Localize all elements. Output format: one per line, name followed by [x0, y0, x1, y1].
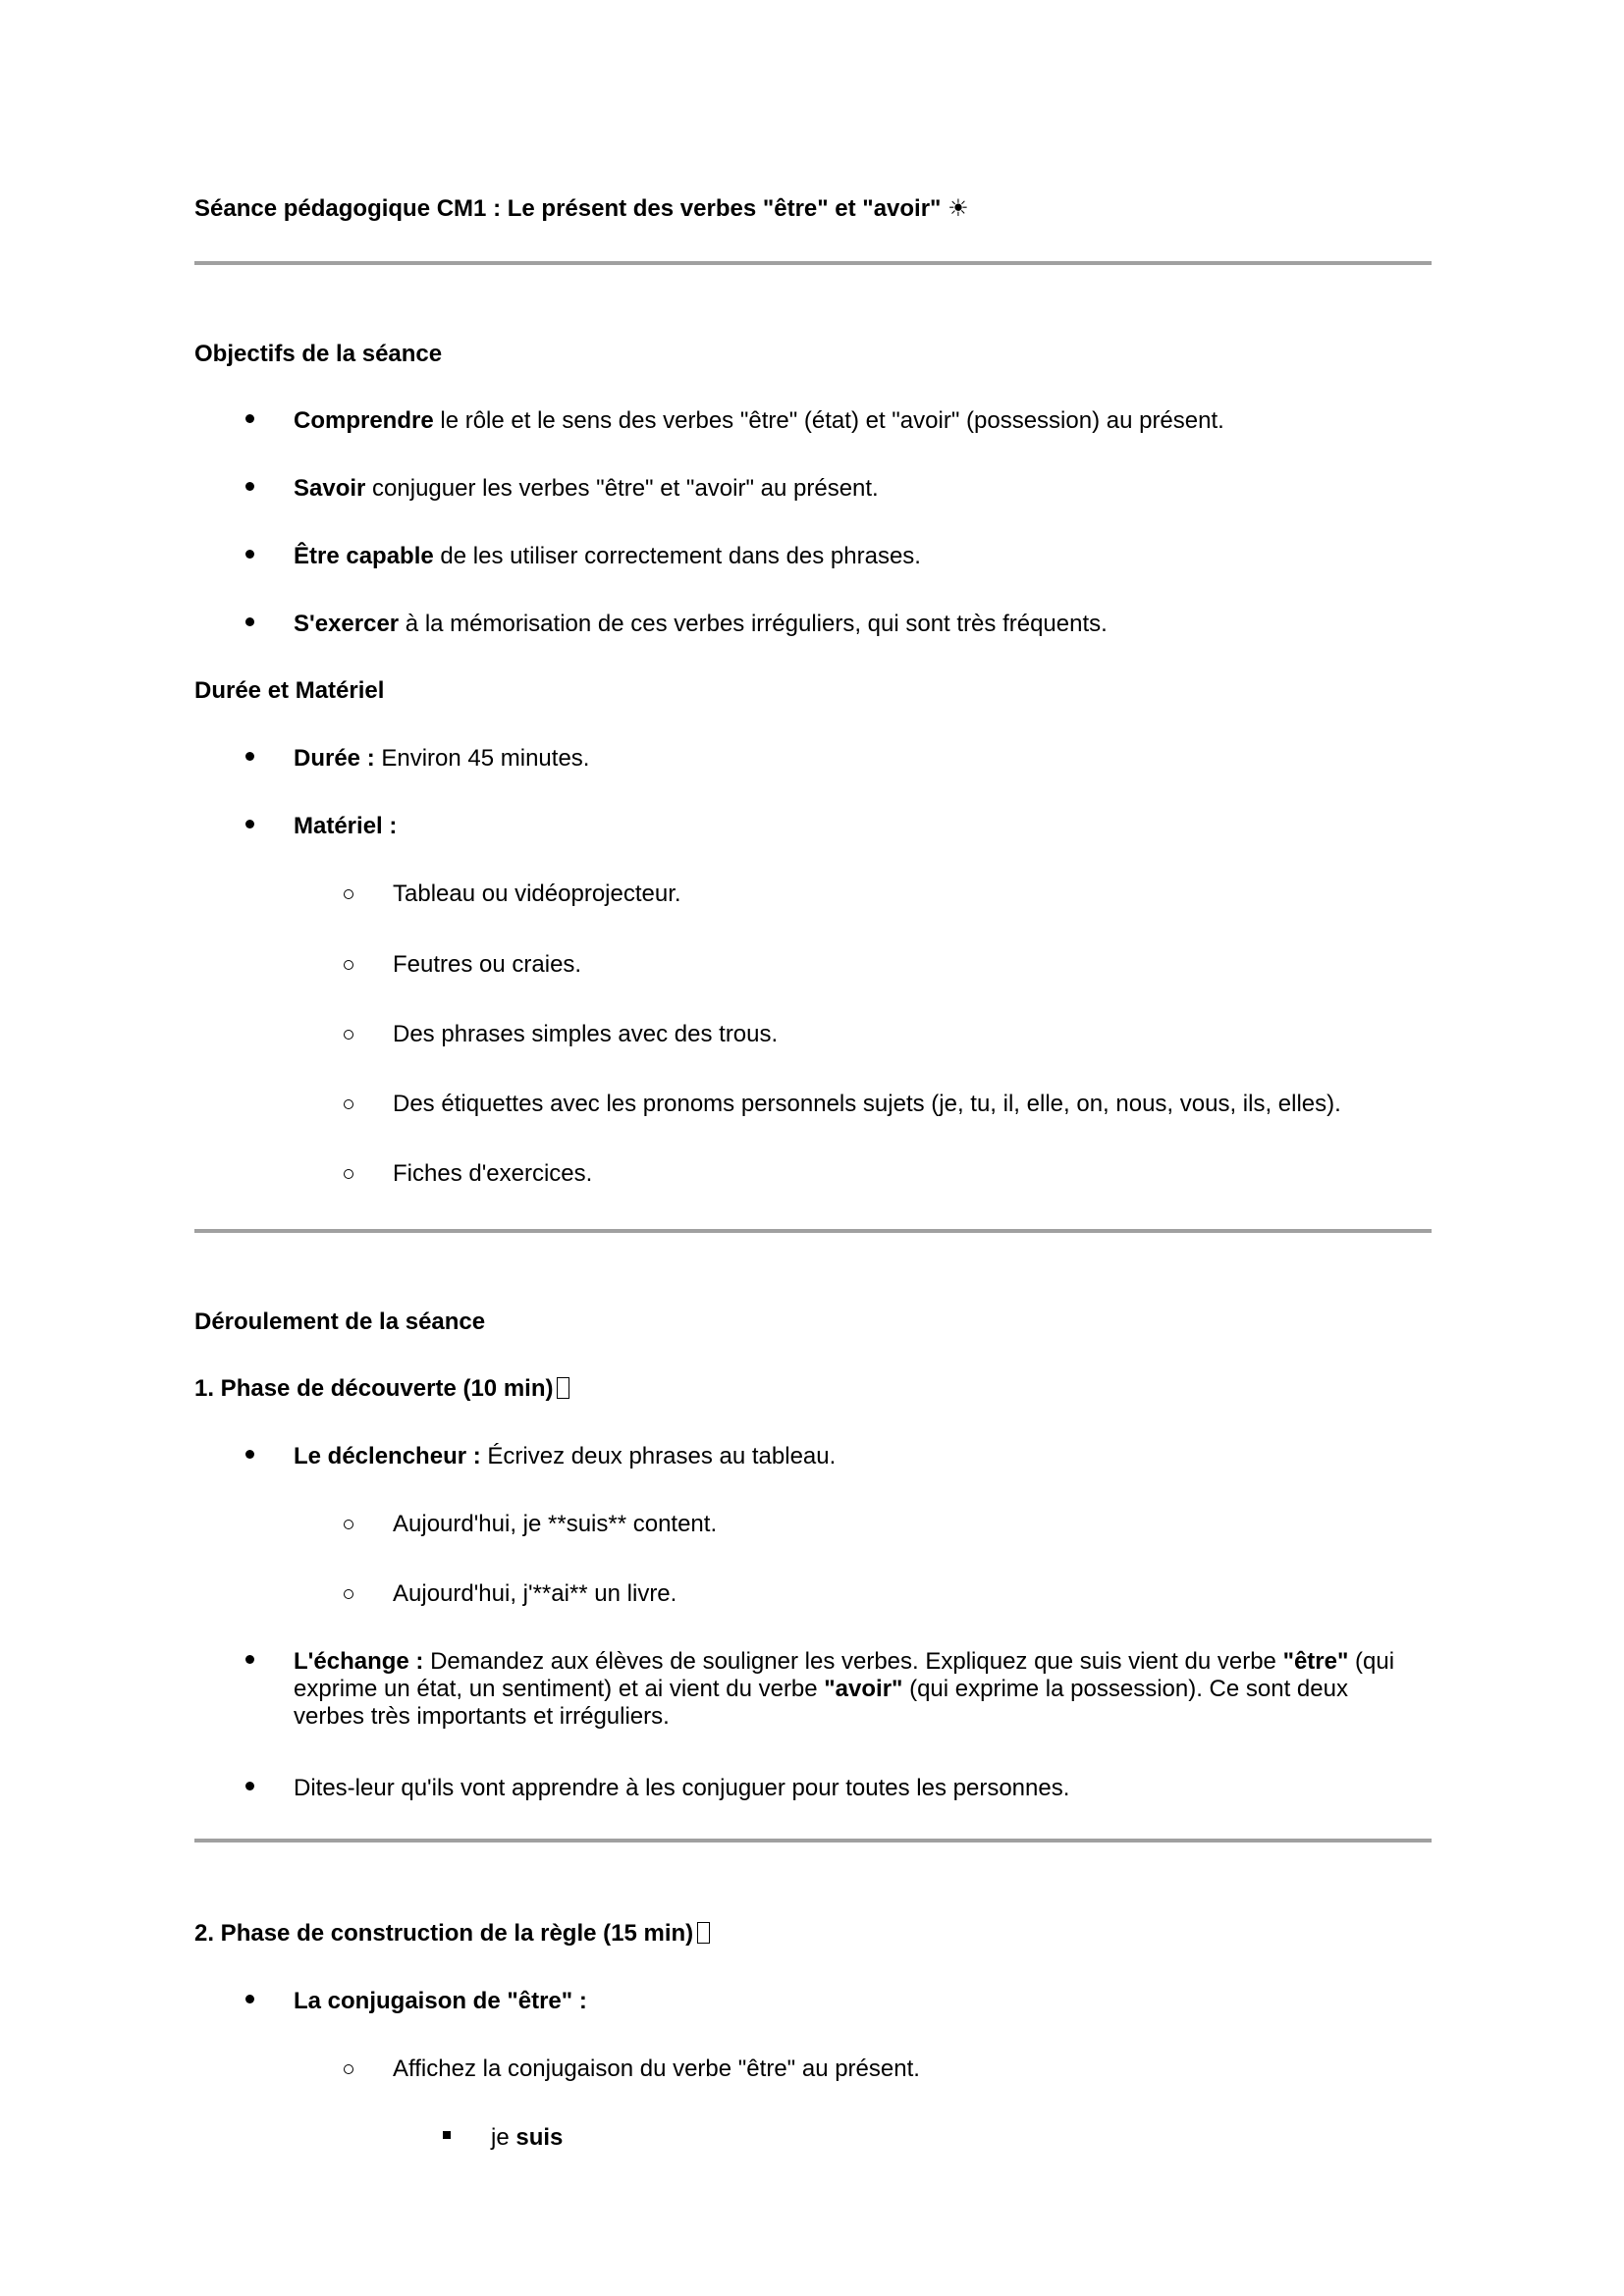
- affichez-item: Affichez la conjugaison du verbe "être" au présent.: [393, 2056, 920, 2082]
- bullet-icon: [245, 414, 254, 423]
- section-heading-deroulement: Déroulement de la séance: [194, 1308, 486, 1335]
- bullet-icon: [245, 1450, 254, 1459]
- bullet-icon: [245, 752, 254, 761]
- bullet-icon: [245, 482, 254, 491]
- section-heading-objectifs: Objectifs de la séance: [194, 341, 443, 367]
- declencheur-text: Écrivez deux phrases au tableau.: [480, 1443, 837, 1469]
- horizontal-rule: [194, 1229, 1432, 1233]
- materiel-item: [294, 813, 397, 840]
- duree-item: [294, 745, 589, 773]
- missing-glyph-icon: [557, 1377, 569, 1399]
- objective-keyword: Savoir: [294, 475, 366, 502]
- materiel-subitem: Feutres ou craies.: [393, 951, 582, 978]
- document-title-text: Séance pédagogique CM1 : Le présent des verbes "être" et "avoir": [194, 195, 942, 222]
- bullet-icon: [245, 617, 254, 626]
- pronoun: je: [491, 2124, 516, 2151]
- phase2-heading: [194, 1920, 710, 1948]
- objective-text: à la mémorisation de ces verbes irréguliers, qui sont très fréquents.: [399, 611, 1108, 637]
- objective-text: le rôle et le sens des verbes "être" (état) et "avoir" (possession) au présent.: [433, 407, 1224, 434]
- circle-bullet-icon: [344, 1169, 353, 1179]
- duree-value: Environ 45 minutes.: [374, 745, 590, 772]
- materiel-subitem: Tableau ou vidéoprojecteur.: [393, 881, 681, 907]
- bullet-icon: [245, 1782, 254, 1790]
- phase1-heading-text: 1. Phase de découverte (10 min): [194, 1375, 554, 1402]
- materiel-label: Matériel :: [294, 813, 398, 839]
- circle-bullet-icon: [344, 1589, 353, 1599]
- verb-form: suis: [515, 2124, 564, 2151]
- circle-bullet-icon: [344, 2064, 353, 2074]
- example-sentence: Aujourd'hui, j'**ai** un livre.: [393, 1580, 677, 1607]
- echange-text: Demandez aux élèves de souligner les verbes. Expliquez que suis vient du verbe: [423, 1648, 1283, 1675]
- bullet-icon: [245, 1995, 254, 2003]
- objective-keyword: Comprendre: [294, 407, 434, 434]
- materiel-subitem: Des étiquettes avec les pronoms personnels sujets (je, tu, il, elle, on, nous, vous, ils, elles).: [393, 1091, 1341, 1117]
- circle-bullet-icon: [344, 1030, 353, 1040]
- objective-text: conjuguer les verbes "être" et "avoir" au présent.: [365, 475, 879, 502]
- conjugaison-etre-label: La conjugaison de "être" :: [294, 1988, 587, 2014]
- echange-item: [294, 1648, 1403, 1731]
- horizontal-rule: [194, 261, 1432, 265]
- section-heading-duree-materiel: Durée et Matériel: [194, 677, 385, 704]
- duree-label: Durée :: [294, 745, 375, 772]
- document-title: [194, 195, 969, 223]
- dites-item: Dites-leur qu'ils vont apprendre à les conjuguer pour toutes les personnes.: [294, 1775, 1070, 1801]
- circle-bullet-icon: [344, 889, 353, 899]
- declencheur-label: Le déclencheur :: [294, 1443, 481, 1469]
- echange-verb-etre: "être": [1282, 1648, 1349, 1675]
- objective-item: [294, 407, 1224, 435]
- echange-text: (qui exprime un état, un sentiment) et ai vient du verbe: [294, 1648, 1395, 1702]
- circle-bullet-icon: [344, 1520, 353, 1529]
- conjugation-line: [491, 2124, 563, 2152]
- objective-item: [294, 475, 879, 503]
- bullet-icon: [245, 820, 254, 828]
- echange-verb-avoir: "avoir": [824, 1676, 903, 1702]
- conjugaison-etre-item: [294, 1988, 587, 2015]
- circle-bullet-icon: [344, 960, 353, 970]
- example-sentence: Aujourd'hui, je **suis** content.: [393, 1511, 718, 1537]
- objective-keyword: Être capable: [294, 543, 434, 569]
- bullet-icon: [245, 550, 254, 559]
- phase1-heading: [194, 1375, 569, 1403]
- objective-item: [294, 611, 1108, 638]
- materiel-subitem: Fiches d'exercices.: [393, 1160, 593, 1187]
- declencheur-item: [294, 1443, 836, 1470]
- objective-text: de les utiliser correctement dans des phrases.: [433, 543, 921, 569]
- horizontal-rule: [194, 1839, 1432, 1842]
- echange-label: L'échange :: [294, 1648, 424, 1675]
- echange-text: (qui exprime la possession). Ce sont deux verbes très importants et irréguliers.: [294, 1676, 1348, 1730]
- missing-glyph-icon: [697, 1922, 710, 1944]
- sun-icon: ☀: [947, 195, 969, 222]
- circle-bullet-icon: [344, 1099, 353, 1109]
- objective-item: [294, 543, 921, 570]
- objective-keyword: S'exercer: [294, 611, 400, 637]
- bullet-icon: [245, 1655, 254, 1664]
- phase2-heading-text: 2. Phase de construction de la règle (15 min): [194, 1920, 694, 1947]
- materiel-subitem: Des phrases simples avec des trous.: [393, 1021, 779, 1047]
- square-bullet-icon: [443, 2131, 451, 2139]
